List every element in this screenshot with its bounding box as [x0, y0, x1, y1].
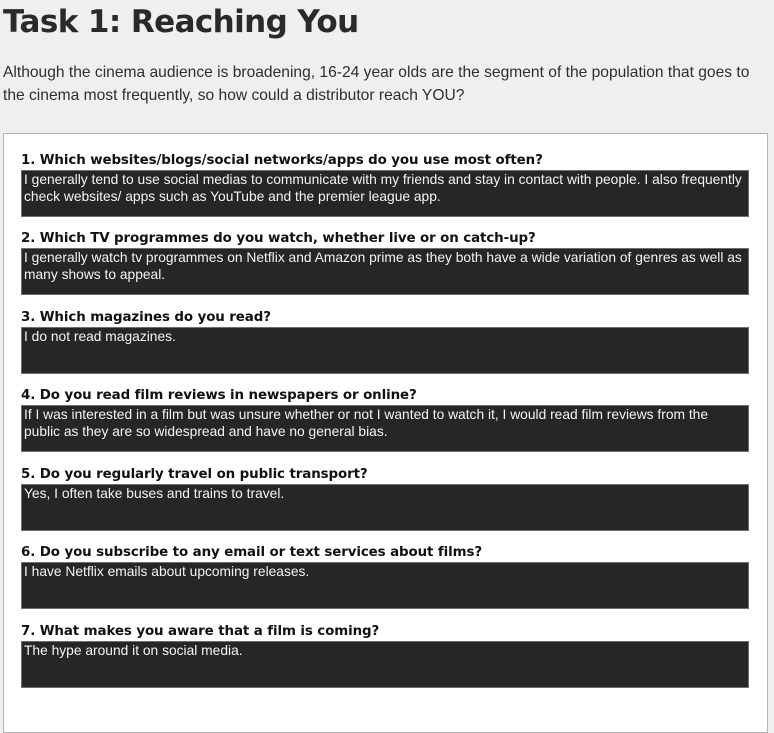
question-block-3: [21, 309, 749, 374]
question-label: 7. What makes you aware that a film is coming?: [21, 624, 380, 639]
question-label: 6. Do you subscribe to any email or text services about films?: [21, 545, 483, 560]
answer-field[interactable]: I have Netflix emails about upcoming releases.: [21, 562, 749, 609]
page-title: Task 1: Reaching You: [3, 4, 359, 40]
question-label: 2. Which TV programmes do you watch, whether live or on catch-up?: [21, 231, 536, 246]
question-block-1: [21, 152, 749, 217]
answer-field[interactable]: I do not read magazines.: [21, 327, 749, 374]
answer-field[interactable]: The hype around it on social media.: [21, 641, 749, 688]
question-block-5: [21, 466, 749, 531]
question-block-2: [21, 230, 749, 295]
answer-field[interactable]: Yes, I often take buses and trains to travel.: [21, 484, 749, 531]
question-label: 1. Which websites/blogs/social networks/apps do you use most often?: [21, 153, 543, 168]
answer-field[interactable]: I generally tend to use social medias to communicate with my friends and stay in contact with people. I also frequently check websites/ apps such as YouTube and the premier league app.: [21, 170, 749, 217]
questionnaire-panel: [3, 133, 768, 733]
question-block-4: [21, 387, 749, 452]
question-label: 3. Which magazines do you read?: [21, 310, 271, 325]
question-label: 5. Do you regularly travel on public transport?: [21, 467, 368, 482]
question-label: 4. Do you read film reviews in newspapers or online?: [21, 388, 417, 403]
answer-field[interactable]: If I was interested in a film but was unsure whether or not I wanted to watch it, I would read film reviews from the public as they are so widespread and have no general bias.: [21, 405, 749, 452]
intro-text: Although the cinema audience is broadening, 16-24 year olds are the segment of the population that goes to the cinema most frequently, so how could a distributor reach YOU?: [3, 64, 750, 104]
question-block-7: [21, 623, 749, 688]
question-block-6: [21, 544, 749, 609]
answer-field[interactable]: I generally watch tv programmes on Netflix and Amazon prime as they both have a wide variation of genres as well as many shows to appeal.: [21, 248, 749, 295]
